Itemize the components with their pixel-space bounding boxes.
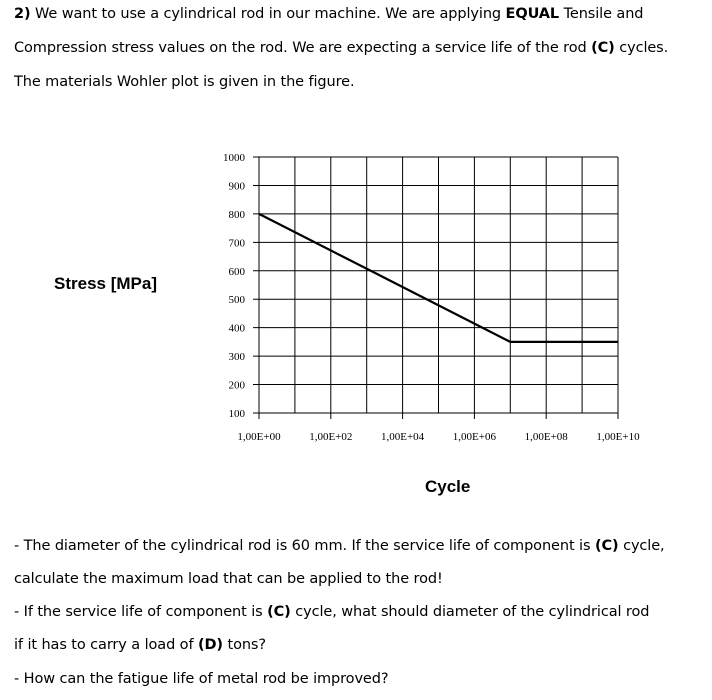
task-text: tons?: [222, 637, 266, 653]
x-tick-label: 1,00E+00: [237, 431, 281, 443]
x-tick-label: 1,00E+06: [452, 431, 496, 443]
x-tick-label: 1,00E+08: [524, 431, 568, 443]
variable-d: (D): [197, 637, 223, 653]
y-tick-label: 1000: [223, 152, 245, 164]
task-text: - If the service life of component is: [14, 604, 268, 620]
task-2-line-1: [14, 604, 649, 620]
question-text: The materials Wohler plot is given in the figure.: [14, 74, 355, 90]
task-text: - The diameter of the cylindrical rod is 60 mm. If the service life of component is: [14, 538, 595, 554]
task-text: cycle,: [618, 538, 665, 554]
task-3: [14, 671, 388, 687]
x-axis-label: Cycle: [425, 477, 471, 496]
y-tick-label: 700: [228, 237, 245, 250]
y-tick-label: 900: [228, 180, 245, 193]
question-text: cycles.: [614, 40, 669, 56]
x-tick-label: 1,00E+02: [309, 431, 353, 443]
task-text: cycle, what should diameter of the cylindrical rod: [290, 604, 650, 620]
y-tick-label: 600: [228, 265, 245, 278]
task-text: - How can the fatigue life of metal rod be improved?: [14, 671, 389, 687]
y-axis-label: Stress [MPa]: [54, 274, 157, 293]
y-tick-label: 300: [228, 351, 245, 364]
task-2-line-2: [14, 637, 266, 653]
x-tick-label: 1,00E+10: [596, 431, 640, 443]
task-text: calculate the maximum load that can be applied to the rod!: [14, 571, 443, 587]
question-text: Compression stress values on the rod. We are expecting a service life of the rod: [14, 40, 592, 56]
variable-c: (C): [267, 604, 291, 620]
question-text: Tensile and: [559, 6, 644, 22]
y-tick-label: 200: [228, 379, 245, 392]
x-tick-label: 1,00E+04: [381, 431, 425, 443]
question-number: 2): [14, 6, 31, 22]
task-text: if it has to carry a load of: [14, 637, 198, 653]
task-1-line-2: [14, 571, 443, 587]
emphasis-equal: EQUAL: [505, 6, 560, 22]
question-text: We want to use a cylindrical rod in our machine. We are applying: [30, 6, 506, 22]
y-tick-label: 100: [228, 408, 245, 420]
variable-c: (C): [594, 538, 619, 554]
variable-c: (C): [591, 40, 615, 56]
y-tick-label: 500: [228, 294, 245, 307]
y-tick-label: 800: [228, 208, 245, 221]
task-1-line-1: [14, 538, 665, 554]
y-tick-label: 400: [228, 322, 245, 335]
